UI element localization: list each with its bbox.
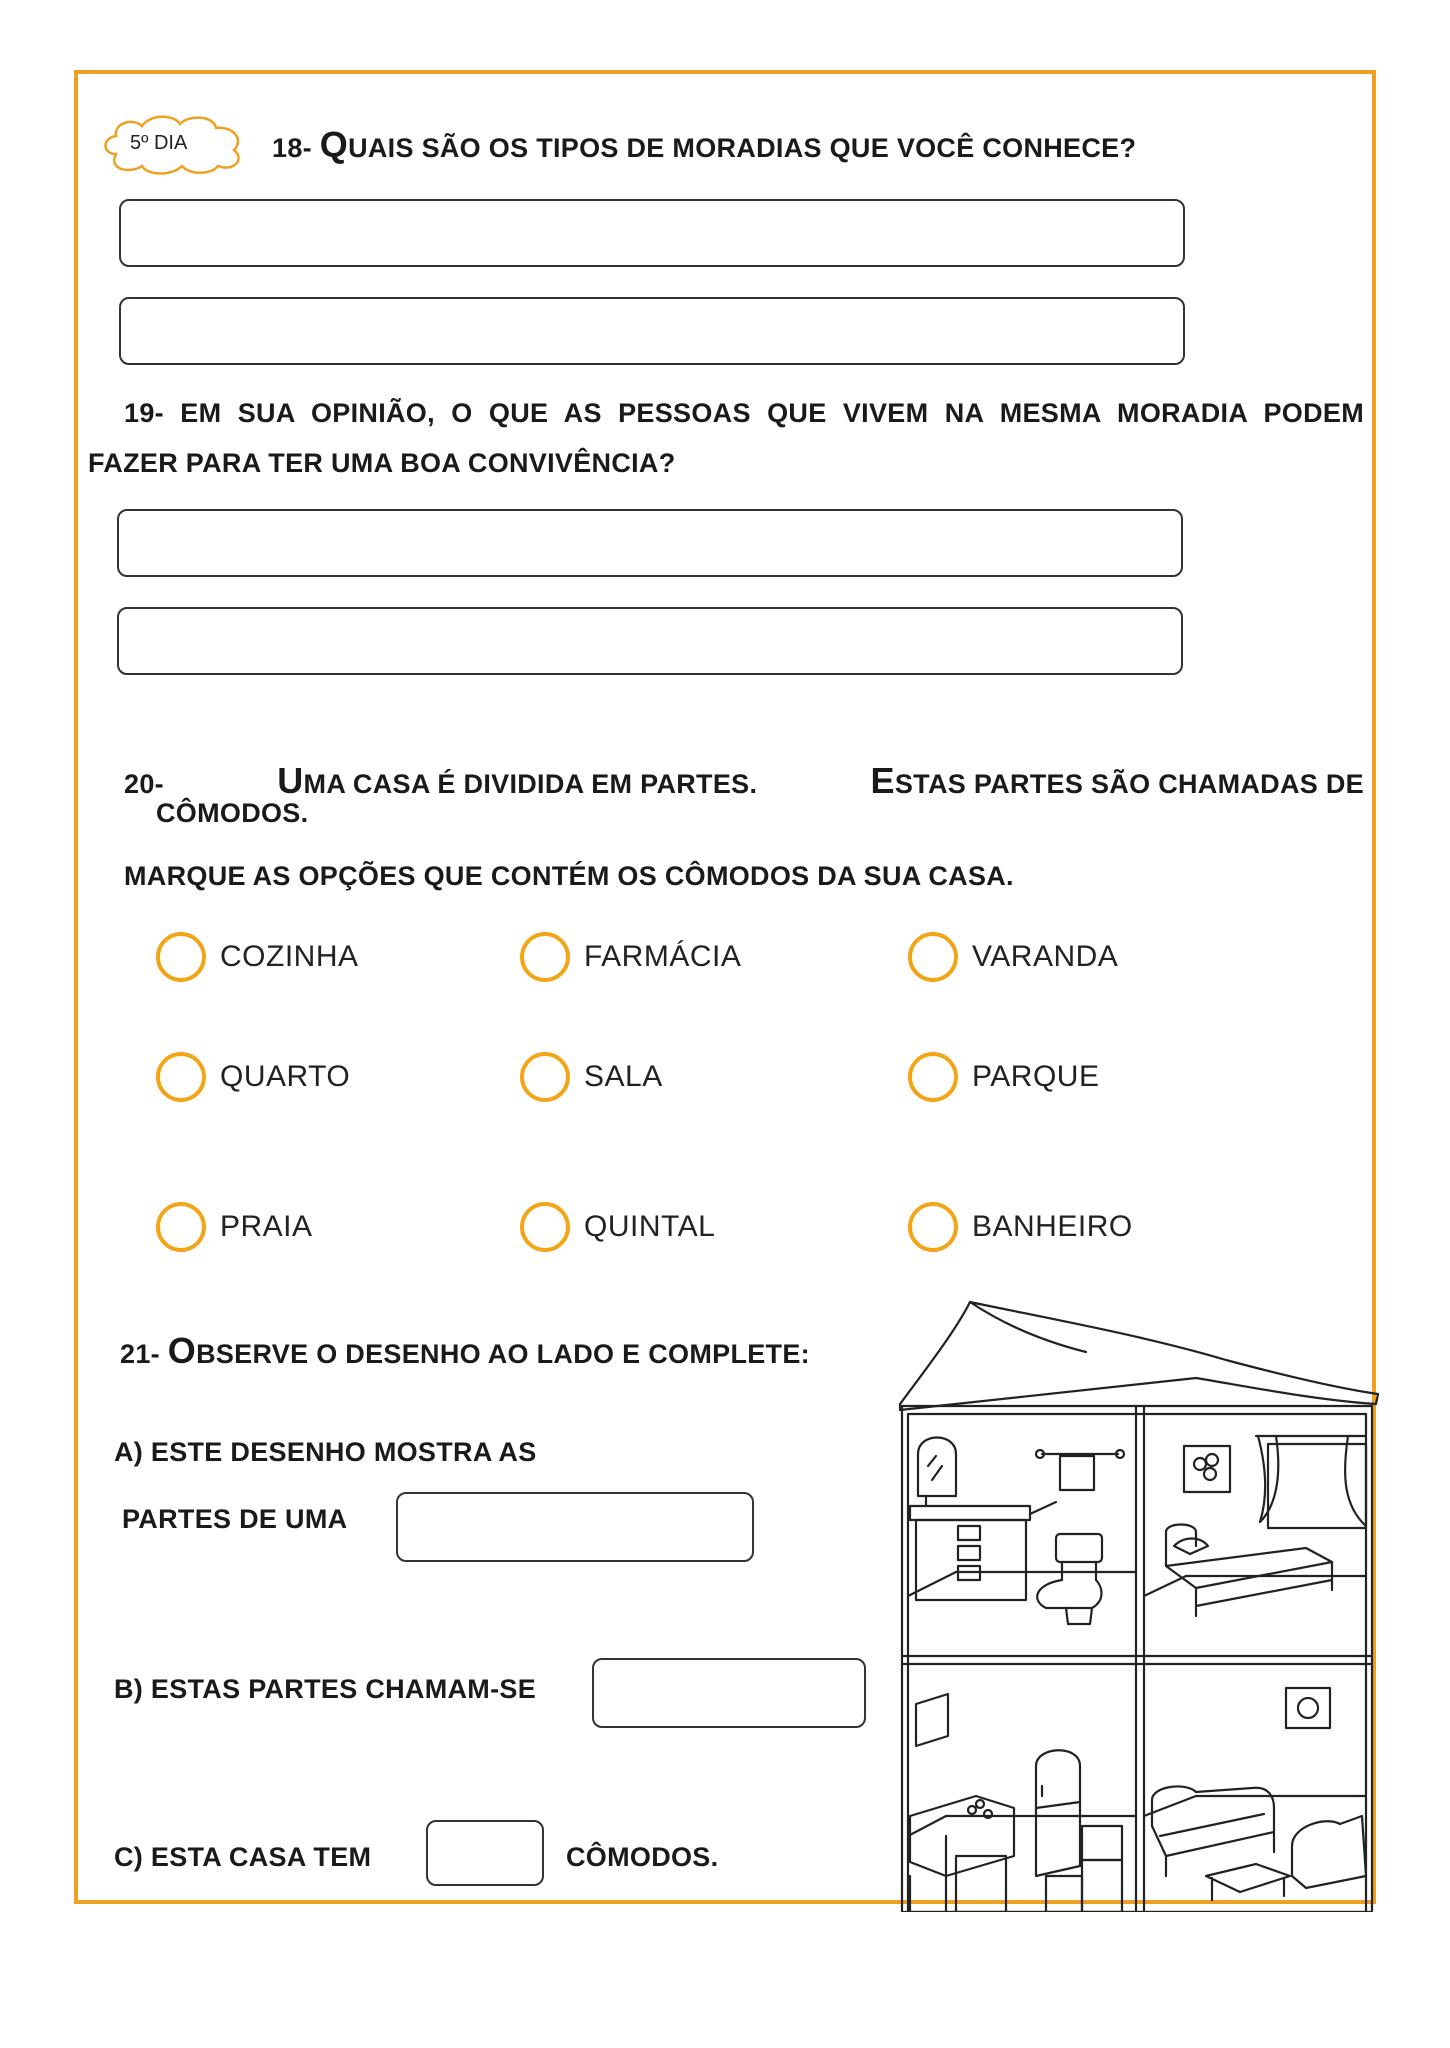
item-a-line-1: A) ESTE DESENHO MOSTRA AS: [114, 1437, 537, 1467]
option-sala-label: SALA: [584, 1060, 663, 1093]
option-quintal[interactable]: [520, 1202, 715, 1252]
day-badge: [96, 112, 250, 178]
option-quarto[interactable]: [156, 1052, 350, 1102]
kitchen-icon: [908, 1694, 1136, 1912]
question-18-number: 18-: [272, 133, 312, 163]
option-farmacia-label: FARMÁCIA: [584, 940, 742, 973]
item-b-answer-box[interactable]: [592, 1658, 866, 1728]
question-21: [120, 1330, 810, 1372]
option-farmacia[interactable]: [520, 932, 741, 982]
item-b-text: B) ESTAS PARTES CHAMAM-SE: [114, 1674, 537, 1704]
item-a-line-2: PARTES DE UMA: [122, 1504, 348, 1534]
option-banheiro-label: BANHEIRO: [972, 1210, 1133, 1243]
question-18-initial: Q: [319, 124, 349, 165]
option-banheiro[interactable]: [908, 1202, 1133, 1252]
question-20-line-2: CÔMODOS.: [156, 798, 309, 828]
answer-19-line-1[interactable]: [117, 509, 1183, 577]
option-quintal-label: QUINTAL: [584, 1210, 716, 1243]
house-illustration: [896, 1296, 1380, 1912]
option-quintal-checkbox[interactable]: [520, 1202, 570, 1252]
bathroom-icon: [908, 1438, 1136, 1625]
option-sala[interactable]: [520, 1052, 663, 1102]
option-banheiro-checkbox[interactable]: [908, 1202, 958, 1252]
question-18: [272, 124, 1136, 166]
question-20-text-2: STAS PARTES SÃO CHAMADAS DE: [894, 769, 1364, 799]
roof-icon: [900, 1302, 1378, 1410]
bedroom-icon: [1144, 1436, 1366, 1616]
item-c-prefix: C) ESTA CASA TEM: [114, 1842, 372, 1872]
question-21-text: BSERVE O DESENHO AO LADO E COMPLETE:: [196, 1339, 810, 1369]
option-sala-checkbox[interactable]: [520, 1052, 570, 1102]
option-cozinha-label: COZINHA: [220, 940, 359, 973]
option-quarto-label: QUARTO: [220, 1060, 351, 1093]
option-cozinha-checkbox[interactable]: [156, 932, 206, 982]
option-parque-checkbox[interactable]: [908, 1052, 958, 1102]
option-varanda-checkbox[interactable]: [908, 932, 958, 982]
option-praia-checkbox[interactable]: [156, 1202, 206, 1252]
item-c-answer-box[interactable]: [426, 1820, 544, 1886]
option-praia-label: PRAIA: [220, 1210, 313, 1243]
question-19-line-1: 19- EM SUA OPINIÃO, O QUE AS PESSOAS QUE VIVEM NA MESMA MORADIA PODEM: [124, 398, 1364, 428]
item-a-answer-box[interactable]: [396, 1492, 754, 1562]
option-parque[interactable]: [908, 1052, 1099, 1102]
option-parque-label: PARQUE: [972, 1060, 1100, 1093]
day-badge-label: 5º DIA: [130, 132, 188, 154]
question-20-initial-2: E: [870, 760, 895, 801]
question-20-number: 20-: [124, 769, 164, 799]
answer-18-line-1[interactable]: [119, 199, 1185, 267]
option-cozinha[interactable]: [156, 932, 359, 982]
living-room-icon: [1144, 1688, 1366, 1900]
answer-19-line-2[interactable]: [117, 607, 1183, 675]
question-18-text: UAIS SÃO OS TIPOS DE MORADIAS QUE VOCÊ CONHECE?: [348, 133, 1137, 163]
question-20-text-1: MA CASA É DIVIDIDA EM PARTES.: [303, 769, 758, 799]
question-20-initial-1: U: [277, 760, 304, 801]
item-c-suffix: CÔMODOS.: [566, 1842, 719, 1872]
question-21-number: 21-: [120, 1339, 160, 1369]
question-21-initial: O: [167, 1330, 197, 1371]
option-praia[interactable]: [156, 1202, 313, 1252]
option-farmacia-checkbox[interactable]: [520, 932, 570, 982]
option-quarto-checkbox[interactable]: [156, 1052, 206, 1102]
option-varanda[interactable]: [908, 932, 1118, 982]
answer-18-line-2[interactable]: [119, 297, 1185, 365]
question-19-line-2: FAZER PARA TER UMA BOA CONVIVÊNCIA?: [88, 448, 676, 478]
question-20-instruction: MARQUE AS OPÇÕES QUE CONTÉM OS CÔMODOS DA SUA CASA.: [124, 861, 1014, 891]
option-varanda-label: VARANDA: [972, 940, 1119, 973]
question-20-line-1: [124, 760, 1364, 802]
